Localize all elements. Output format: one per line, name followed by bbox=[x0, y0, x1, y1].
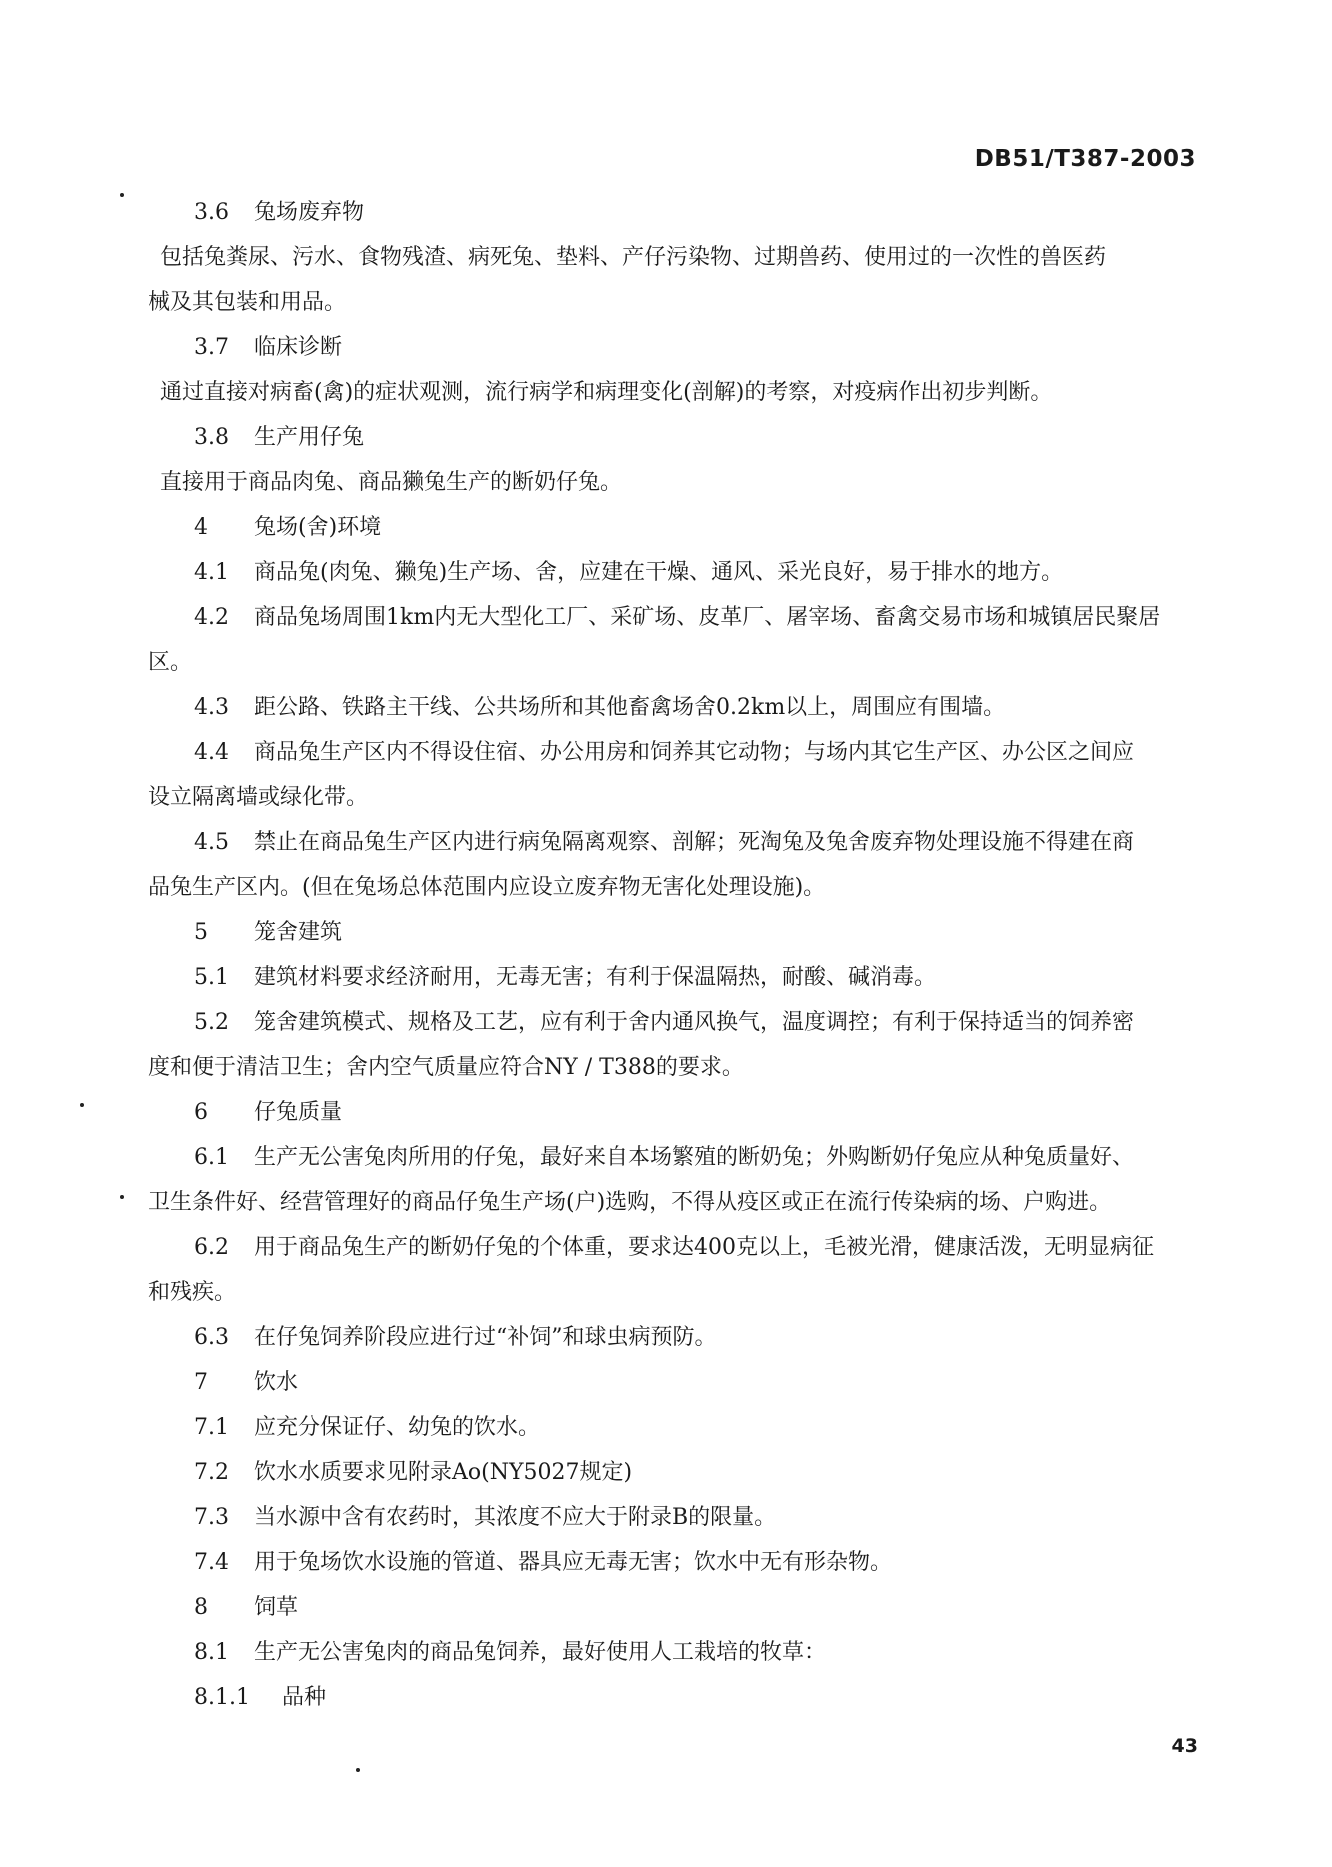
clause-number: 4.1 bbox=[194, 560, 229, 585]
clause-text: 当水源中含有农药时，其浓度不应大于附录B的限量。 bbox=[254, 1505, 777, 1530]
clause-text: 建筑材料要求经济耐用，无毒无害；有利于保温隔热，耐酸、碱消毒。 bbox=[254, 965, 937, 990]
clause-number: 4.2 bbox=[194, 605, 229, 630]
paragraph-line: 直接用于商品肉兔、商品獭兔生产的断奶仔兔。 bbox=[160, 470, 623, 495]
section-number: 8 bbox=[194, 1595, 208, 1620]
clause bbox=[148, 820, 1210, 910]
clause-text: 商品兔场周围1km内无大型化工厂、采矿场、皮革厂、屠宰场、畜禽交易市场和城镇居民聚居 bbox=[254, 605, 1161, 630]
clause-text: 商品兔(肉兔、獭兔)生产场、舍，应建在干燥、通风、采光良好，易于排水的地方。 bbox=[254, 560, 1064, 585]
clause-first-line bbox=[148, 595, 1210, 640]
clause-first-line bbox=[148, 955, 1210, 1000]
clause-number: 7.2 bbox=[194, 1460, 229, 1485]
clause-number: 5.2 bbox=[194, 1010, 229, 1035]
clause-text: 用于兔场饮水设施的管道、器具应无毒无害；饮水中无有形杂物。 bbox=[254, 1550, 893, 1575]
paragraph-line: 械及其包装和用品。 bbox=[148, 290, 347, 315]
paragraph bbox=[148, 460, 1210, 505]
section-title: 笼舍建筑 bbox=[254, 920, 343, 945]
section-number: 3.6 bbox=[194, 200, 229, 225]
clause bbox=[148, 1405, 1210, 1450]
document-code: DB51/T387-2003 bbox=[974, 146, 1196, 172]
section-title: 兔场(舍)环境 bbox=[254, 515, 382, 540]
section-title: 饲草 bbox=[254, 1595, 299, 1620]
clause-number: 6.1 bbox=[194, 1145, 229, 1170]
clause-number: 6.2 bbox=[194, 1235, 229, 1260]
clause bbox=[148, 1315, 1210, 1360]
clause-number: 4.5 bbox=[194, 830, 229, 855]
clause bbox=[148, 1000, 1210, 1090]
clause-text: 应充分保证仔、幼兔的饮水。 bbox=[254, 1415, 541, 1440]
scan-speck bbox=[120, 193, 124, 197]
clause bbox=[148, 1225, 1210, 1315]
scan-speck bbox=[80, 1103, 84, 1107]
section-heading bbox=[148, 325, 1210, 370]
clause bbox=[148, 1540, 1210, 1585]
clause-first-line bbox=[148, 1450, 1210, 1495]
clause-first-line bbox=[148, 1315, 1210, 1360]
clause-continuation-line: 品兔生产区内。(但在兔场总体范围内应设立废弃物无害化处理设施)。 bbox=[148, 875, 826, 900]
clause-first-line bbox=[148, 1000, 1210, 1045]
clause-text: 在仔兔饲养阶段应进行过“补饲”和球虫病预防。 bbox=[254, 1325, 717, 1350]
clause-first-line bbox=[148, 685, 1210, 730]
document-body bbox=[148, 190, 1210, 1720]
section-title: 临床诊断 bbox=[254, 335, 343, 360]
page-number: 43 bbox=[1171, 1735, 1198, 1757]
clause-text: 生产无公害兔肉的商品兔饲养，最好使用人工栽培的牧草： bbox=[254, 1640, 827, 1665]
clause-continuation-line: 卫生条件好、经营管理好的商品仔兔生产场(户)选购，不得从疫区或正在流行传染病的场、户购进。 bbox=[148, 1190, 1112, 1215]
clause-number: 4.3 bbox=[194, 695, 229, 720]
clause-text: 品种 bbox=[282, 1685, 327, 1710]
clause-number: 4.4 bbox=[194, 740, 229, 765]
clause bbox=[148, 1495, 1210, 1540]
section-title: 生产用仔兔 bbox=[254, 425, 365, 450]
clause-text: 距公路、铁路主干线、公共场所和其他畜禽场舍0.2km以上，周围应有围墙。 bbox=[254, 695, 1006, 720]
section-number: 7 bbox=[194, 1370, 208, 1395]
section-heading bbox=[148, 1090, 1210, 1135]
section-title: 饮水 bbox=[254, 1370, 299, 1395]
clause-first-line bbox=[148, 1675, 1210, 1720]
clause-first-line bbox=[148, 1135, 1210, 1180]
clause-continuation-line: 和残疾。 bbox=[148, 1280, 237, 1305]
clause bbox=[148, 1450, 1210, 1495]
clause-continuation-line: 区。 bbox=[148, 650, 193, 675]
paragraph bbox=[148, 370, 1210, 415]
clause-first-line bbox=[148, 1405, 1210, 1450]
paragraph bbox=[148, 235, 1210, 325]
section-heading bbox=[148, 190, 1210, 235]
scan-speck bbox=[356, 1768, 360, 1772]
clause-number: 7.1 bbox=[194, 1415, 229, 1440]
clause-number: 6.3 bbox=[194, 1325, 229, 1350]
clause-first-line bbox=[148, 1225, 1210, 1270]
scan-speck bbox=[120, 1195, 124, 1199]
section-number: 5 bbox=[194, 920, 208, 945]
clause bbox=[148, 955, 1210, 1000]
clause-text: 生产无公害兔肉所用的仔兔，最好来自本场繁殖的断奶兔；外购断奶仔兔应从种兔质量好、 bbox=[254, 1145, 1135, 1170]
clause-text: 禁止在商品兔生产区内进行病兔隔离观察、剖解；死淘兔及兔舍废弃物处理设施不得建在商 bbox=[254, 830, 1135, 855]
clause-text: 饮水水质要求见附录Ao(NY5027规定) bbox=[254, 1460, 633, 1485]
clause-first-line bbox=[148, 1630, 1210, 1675]
section-number: 3.7 bbox=[194, 335, 229, 360]
paragraph-line: 包括兔粪尿、污水、食物残渣、病死兔、垫料、产仔污染物、过期兽药、使用过的一次性的兽医药 bbox=[160, 245, 1107, 270]
clause bbox=[148, 730, 1210, 820]
section-heading bbox=[148, 415, 1210, 460]
clause-first-line bbox=[148, 820, 1210, 865]
section-heading bbox=[148, 1585, 1210, 1630]
clause bbox=[148, 1135, 1210, 1225]
clause-continuation-line: 度和便于清洁卫生；舍内空气质量应符合NY / T388的要求。 bbox=[148, 1055, 744, 1080]
clause bbox=[148, 685, 1210, 730]
clause-continuation-line: 设立隔离墙或绿化带。 bbox=[148, 785, 369, 810]
clause-first-line bbox=[148, 1540, 1210, 1585]
clause bbox=[148, 1630, 1210, 1675]
clause-number: 7.4 bbox=[194, 1550, 229, 1575]
section-title: 兔场废弃物 bbox=[254, 200, 365, 225]
clause bbox=[148, 1675, 1210, 1720]
clause-number: 8.1.1 bbox=[194, 1685, 250, 1710]
clause bbox=[148, 550, 1210, 595]
clause bbox=[148, 595, 1210, 685]
clause-first-line bbox=[148, 550, 1210, 595]
clause-text: 商品兔生产区内不得设住宿、办公用房和饲养其它动物；与场内其它生产区、办公区之间应 bbox=[254, 740, 1135, 765]
clause-number: 7.3 bbox=[194, 1505, 229, 1530]
clause-text: 笼舍建筑模式、规格及工艺，应有利于舍内通风换气，温度调控；有利于保持适当的饲养密 bbox=[254, 1010, 1135, 1035]
section-heading bbox=[148, 1360, 1210, 1405]
clause-number: 5.1 bbox=[194, 965, 229, 990]
section-number: 6 bbox=[194, 1100, 208, 1125]
clause-first-line bbox=[148, 730, 1210, 775]
paragraph-line: 通过直接对病畜(禽)的症状观测，流行病学和病理变化(剖解)的考察，对疫病作出初步判断。 bbox=[160, 380, 1053, 405]
section-number: 4 bbox=[194, 515, 208, 540]
clause-text: 用于商品兔生产的断奶仔兔的个体重，要求达400克以上，毛被光滑，健康活泼，无明显病征 bbox=[254, 1235, 1154, 1260]
section-number: 3.8 bbox=[194, 425, 229, 450]
clause-number: 8.1 bbox=[194, 1640, 229, 1665]
section-heading bbox=[148, 505, 1210, 550]
section-heading bbox=[148, 910, 1210, 955]
section-title: 仔兔质量 bbox=[254, 1100, 343, 1125]
clause-first-line bbox=[148, 1495, 1210, 1540]
